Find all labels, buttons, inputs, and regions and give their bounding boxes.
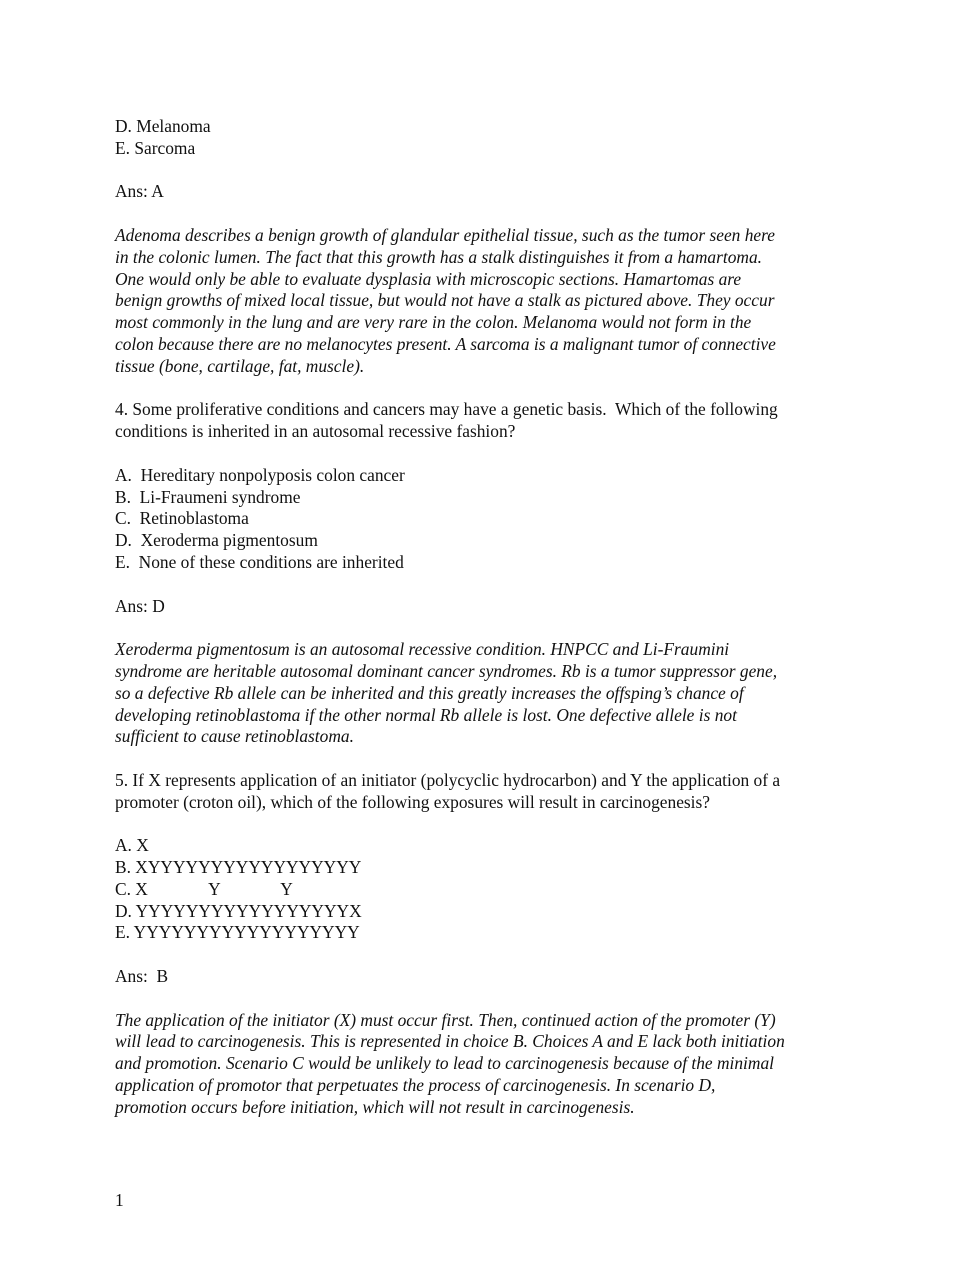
q5-option-a: A. X — [115, 835, 149, 856]
q5-option-d: D. YYYYYYYYYYYYYYYYYX — [115, 900, 362, 921]
q5-option-b: B. XYYYYYYYYYYYYYYYYY — [115, 857, 362, 878]
q5-option-e: E. YYYYYYYYYYYYYYYYYY — [115, 922, 360, 943]
q5-options — [115, 835, 865, 944]
q5-explanation-line: The application of the initiator (X) must occur first. Then, continued action of the promoter (Y) — [115, 1009, 776, 1030]
q5-explanation — [115, 1010, 865, 1119]
q3-explanation-line: in the colonic lumen. The fact that this growth has a stalk distinguishes it from a hamartoma. — [115, 246, 762, 267]
q4-question-line: conditions is inherited in an autosomal recessive fashion? — [115, 421, 516, 442]
q4-explanation-line: developing retinoblastoma if the other normal Rb allele is lost. One defective allele is not — [115, 704, 737, 725]
q3-answer: Ans: A — [115, 181, 164, 202]
q4-explanation-line: sufficient to cause retinoblastoma. — [115, 726, 354, 747]
q4-option-e: E. None of these conditions are inherited — [115, 551, 404, 572]
q4-question — [115, 399, 865, 443]
q5-answer: Ans: B — [115, 966, 169, 987]
q5-explanation-line: promotion occurs before initiation, which will not result in carcinogenesis. — [115, 1096, 635, 1117]
q4-question-line: 4. Some proliferative conditions and cancers may have a genetic basis. Which of the following — [115, 399, 778, 420]
q5-explanation-line: application of promotor that perpetuates the process of carcinogenesis. In scenario D, — [115, 1075, 716, 1096]
q3-explanation-line: One would only be able to evaluate dysplasia with microscopic sections. Hamartomas are — [115, 268, 742, 289]
q5-question-line: promoter (croton oil), which of the following exposures will result in carcinogenesis? — [115, 791, 710, 812]
q4-options — [115, 465, 865, 574]
q5-explanation-line: will lead to carcinogenesis. This is represented in choice B. Choices A and E lack both initiation — [115, 1031, 785, 1052]
q4-option-a: A. Hereditary nonpolyposis colon cancer — [115, 464, 405, 485]
q4-option-b: B. Li-Fraumeni syndrome — [115, 486, 301, 507]
q3-explanation-line: colon because there are no melanocytes present. A sarcoma is a malignant tumor of connective — [115, 333, 776, 354]
q5-option-c: C. X Y Y — [115, 878, 293, 899]
page-number: 1 — [115, 1190, 124, 1210]
q4-option-c: C. Retinoblastoma — [115, 508, 249, 529]
q3-explanation — [115, 225, 865, 378]
q3-explanation-line: most commonly in the lung and are very rare in the colon. Melanoma would not form in the — [115, 312, 752, 333]
q5-question — [115, 770, 865, 814]
q5-question-line: 5. If X represents application of an initiator (polycyclic hydrocarbon) and Y the application of a — [115, 769, 781, 790]
q3-option-d: D. Melanoma — [115, 116, 211, 136]
q4-explanation-line: Xeroderma pigmentosum is an autosomal recessive condition. HNPCC and Li-Fraumini — [115, 639, 730, 660]
q4-explanation — [115, 639, 865, 748]
q3-explanation-line: tissue (bone, cartilage, fat, muscle). — [115, 355, 365, 376]
q3-explanation-line: benign growths of mixed local tissue, but would not have a stalk as pictured above. They occur — [115, 290, 775, 311]
q4-answer: Ans: D — [115, 595, 165, 616]
q5-explanation-line: and promotion. Scenario C would be unlikely to lead to carcinogenesis because of the minimal — [115, 1053, 774, 1074]
q4-option-d: D. Xeroderma pigmentosum — [115, 530, 318, 551]
q4-explanation-line: syndrome are heritable autosomal dominant cancer syndromes. Rb is a tumor suppressor gene, — [115, 660, 778, 681]
q3-explanation-line: Adenoma describes a benign growth of glandular epithelial tissue, such as the tumor seen here — [115, 224, 775, 245]
q4-explanation-line: so a defective Rb allele can be inherited and this greatly increases the offsping’s chance of — [115, 682, 744, 703]
q3-options — [115, 116, 865, 160]
document-page — [115, 116, 865, 1119]
q3-option-e: E. Sarcoma — [115, 137, 196, 158]
